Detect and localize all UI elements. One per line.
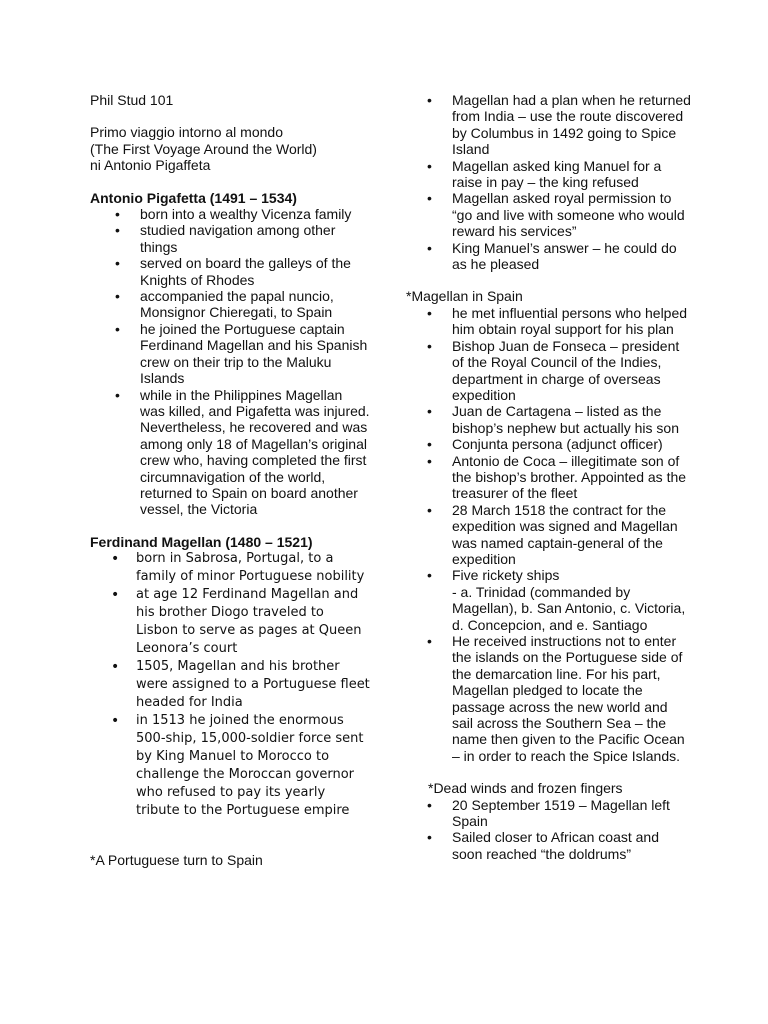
list-item: • born into a wealthy Vicenza family (90, 206, 370, 222)
list-item: • Magellan had a plan when he returned from India – use the route discovered by Columbus in 1492 going to Spice Island (406, 92, 691, 158)
list-item: • 28 March 1518 the contract for the expedition was signed and Magellan was named captain-general of the expedition (406, 502, 691, 568)
ships-label: • Five rickety ships (452, 567, 560, 584)
pigafetta-list (90, 206, 370, 518)
list-item: • he met influential persons who helped him obtain royal support for his plan (406, 305, 691, 338)
list-item-ships (406, 567, 691, 633)
course-code: Phil Stud 101 (90, 92, 174, 108)
list-item: • studied navigation among other things (90, 222, 370, 255)
list-item: • at age 12 Ferdinand Magellan and his brother Diogo traveled to Lisbon to serve as pages at Queen Leonora’s court (90, 586, 370, 658)
list-item: • accompanied the papal nuncio, Monsignor Chieregati, to Spain (90, 288, 370, 321)
list-item: • 1505, Magellan and his brother were assigned to a Portuguese fleet headed for India (90, 658, 370, 712)
list-item: • He received instructions not to enter the islands on the Portuguese side of the demarcation line. For his part, Magellan pledged to locate the passage across the new world and sail across the Southern Sea – the name then given to the Pacific Ocean – in order to reach the Spice Islands. (406, 633, 691, 764)
in-spain-label: *Magellan in Spain (406, 288, 523, 305)
right-column (406, 92, 691, 862)
title-line-1: Primo viaggio intorno al mondo (90, 124, 283, 141)
list-item: • Conjunta persona (adjunct officer) (406, 436, 691, 452)
portuguese-turn-label: *A Portuguese turn to Spain (90, 852, 263, 869)
title-line-2: (The First Voyage Around the World) (90, 140, 317, 157)
list-item: • King Manuel’s answer – he could do as he pleased (406, 240, 691, 273)
list-item: • he joined the Portuguese captain Ferdinand Magellan and his Spanish crew on their trip to the Maluku Islands (90, 321, 370, 387)
ships-detail: - a. Trinidad (commanded by Magellan), b. San Antonio, c. Victoria, d. Concepcion, and e. Santiago (452, 583, 686, 633)
list-item: • in 1513 he joined the enormous 500-ship, 15,000-soldier force sent by King Manuel to Morocco to challenge the Moroccan governor who refused to pay its yearly tribute to the Portuguese empire (90, 712, 370, 820)
left-column (90, 92, 370, 869)
dead-winds-label: *Dead winds and frozen fingers (428, 780, 623, 797)
list-item: • served on board the galleys of the Knights of Rhodes (90, 255, 370, 288)
list-item: • Sailed closer to African coast and soon reached “the doldrums” (406, 829, 691, 862)
magellan-list (90, 550, 370, 820)
magellan-heading: Ferdinand Magellan (1480 – 1521) (90, 533, 313, 550)
list-item: • Magellan asked king Manuel for a raise in pay – the king refused (406, 158, 691, 191)
list-item: • born in Sabrosa, Portugal, to a family of minor Portuguese nobility (90, 550, 370, 586)
pigafetta-heading: Antonio Pigafetta (1491 – 1534) (90, 189, 297, 206)
list-item: • 20 September 1519 – Magellan left Spain (406, 797, 691, 830)
list-item: • Bishop Juan de Fonseca – president of the Royal Council of the Indies, department in charge of overseas expedition (406, 338, 691, 404)
list-item: • while in the Philippines Magellan was killed, and Pigafetta was injured. Nevertheless, he recovered and was among only 18 of Magellan’s original crew who, having completed the first circumnavigation of the world, returned to Spain on board another vessel, the Victoria (90, 387, 370, 518)
list-item: • Juan de Cartagena – listed as the bishop’s nephew but actually his son (406, 403, 691, 436)
list-item: • Antonio de Coca – illegitimate son of the bishop’s brother. Appointed as the treasurer of the fleet (406, 453, 691, 502)
title-line-3: ni Antonio Pigaffeta (90, 157, 211, 174)
list-item: • Magellan asked royal permission to “go and live with someone who would reward his services” (406, 190, 691, 239)
dead-winds-list (406, 797, 691, 863)
plan-list (406, 92, 691, 272)
in-spain-list (406, 305, 691, 764)
